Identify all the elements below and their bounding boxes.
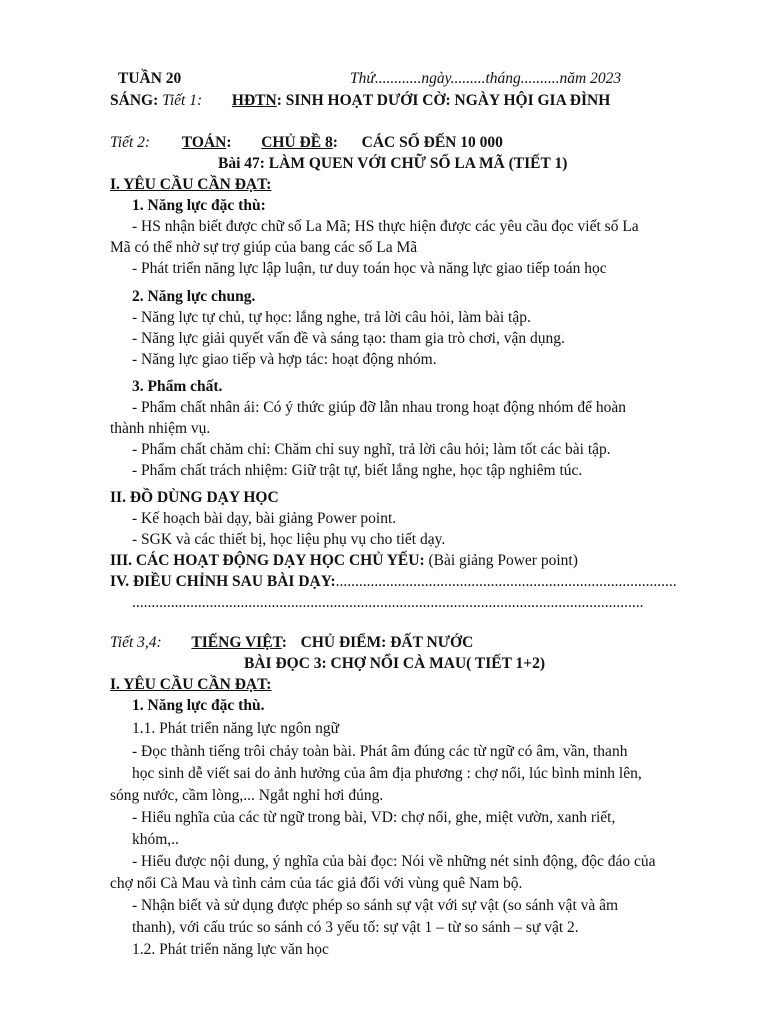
vietnamese-section-1-heading: I. YÊU CẦU CẦN ĐẠT: [110,676,272,693]
math-text-line: - Phẩm chất chăm chỉ: Chăm chỉ suy nghĩ, trả lời câu hỏi; làm tốt các bài tập. [132,441,611,458]
math-text-line: - HS nhận biết được chữ số La Mã; HS thực hiện được các yêu cầu đọc viết số La [132,218,639,235]
activity-title: : SINH HOẠT DƯỚI CỜ: NGÀY HỘI GIA ĐÌNH [276,92,611,109]
morning-label: SÁNG: [110,92,159,109]
date-line: Thứ............ngày.........tháng..........năm 2023 [350,70,622,87]
math-subsection-3-title: 3. Phẩm chất. [132,378,223,395]
vietnamese-period-label: Tiết 3,4: [110,634,162,651]
math-text-line: - SGK và các thiết bị, học liệu phụ vụ cho tiết dạy. [132,531,446,548]
dotted-fill-line: .................................................................................................................................... [132,594,644,611]
vietnamese-lesson-title: BÀI ĐỌC 3: CHỢ NỔI CÀ MAU( TIẾT 1+2) [244,655,546,672]
vietnamese-text-line: sóng nước, cầm lòng,... Ngắt nghỉ hơi đúng. [110,787,384,804]
morning-activity-line [110,91,610,111]
vietnamese-subsection-1-1: 1.1. Phát triển năng lực ngôn ngữ [132,720,340,737]
math-text-line: - Phẩm chất trách nhiệm: Giữ trật tự, biết lắng nghe, học tập nghiêm túc. [132,462,583,479]
math-text-line: - Kế hoạch bài dạy, bài giảng Power point. [132,510,397,527]
hdtn-label: HĐTN [231,92,277,109]
math-section-3-heading: III. CÁC HOẠT ĐỘNG DẠY HỌC CHỦ YẾU: [110,552,425,569]
math-text-line: - Phẩm chất nhân ái: Có ý thức giúp đỡ lẫn nhau trong hoạt động nhóm để hoàn [132,399,626,416]
math-section-1-heading: I. YÊU CẦU CẦN ĐẠT: [110,176,272,193]
math-section-4-heading: IV. ĐIỀU CHỈNH SAU BÀI DẠY: [110,573,336,590]
vietnamese-subject: TIẾNG VIỆT [191,634,282,651]
period-1-label: Tiết 1: [162,92,203,109]
math-section-3-line [110,551,578,571]
vietnamese-text-line: học sinh dễ viết sai do ảnh hưởng của âm địa phương : chợ nổi, lúc bình minh lên, [132,765,642,782]
vietnamese-subsection-1-2: 1.2. Phát triển năng lực văn học [132,941,329,958]
math-subsection-1-title: 1. Năng lực đặc thù: [132,197,266,214]
math-text-line: - Phát triển năng lực lập luận, tư duy toán học và năng lực giao tiếp toán học [132,260,607,277]
math-text-line: Mã có thể nhờ sự trợ giúp của bang các số La Mã [110,239,418,256]
math-subsection-2-title: 2. Năng lực chung. [132,288,256,305]
math-section-2-heading: II. ĐỒ DÙNG DẠY HỌC [110,489,279,506]
vietnamese-heading-line: Tiết 3,4: TIẾNG VIỆT: CHỦ ĐIỂM: ĐẤT NƯỚC [110,634,474,651]
math-section-4-line [110,572,677,592]
math-topic-title: CÁC SỐ ĐẾN 10 000 [361,134,503,151]
math-text-line: - Năng lực tự chủ, tự học: lắng nghe, trả lời câu hỏi, làm bài tập. [132,309,531,326]
math-period-label: Tiết 2: [110,134,151,151]
vietnamese-text-line: khóm,.. [132,831,179,848]
vietnamese-text-line: - Đọc thành tiếng trôi chảy toàn bài. Phát âm đúng các từ ngữ có âm, vần, thanh [132,743,628,760]
week-label: TUẦN 20 [118,70,182,87]
vietnamese-subsection-1-title: 1. Năng lực đặc thù. [132,697,265,714]
math-subject: TOÁN [181,134,227,151]
math-text-line: - Năng lực giao tiếp và hợp tác: hoạt động nhóm. [132,351,437,368]
vietnamese-text-line: thanh), với cấu trúc so sánh có 3 yếu tố: sự vật 1 – từ so sánh – sự vật 2. [132,919,579,936]
vietnamese-text-line: - Hiểu được nội dung, ý nghĩa của bài đọc: Nói về những nét sinh động, độc đáo của [132,853,656,870]
math-lesson-title: Bài 47: LÀM QUEN VỚI CHỮ SỐ LA MÃ (TIẾT 1) [218,155,568,172]
math-topic-label: CHỦ ĐỀ 8 [261,134,333,151]
math-text-line: thành nhiệm vụ. [110,420,211,437]
dotted-fill: ........................................................................................ [335,573,677,590]
vietnamese-text-line: - Hiểu nghĩa của các từ ngữ trong bài, VD: chợ nổi, ghe, miệt vườn, xanh riết, [132,809,616,826]
vietnamese-text-line: - Nhận biết và sử dụng được phép so sánh sự vật với sự vật (so sánh vật và âm [132,897,619,914]
vietnamese-theme: CHỦ ĐIỂM: ĐẤT NƯỚC [300,634,474,651]
math-heading-line: Tiết 2: TOÁN: CHỦ ĐỀ 8: CÁC SỐ ĐẾN 10 000 [110,134,503,151]
math-section-3-note: (Bài giảng Power point) [424,552,578,569]
vietnamese-text-line: chợ nổi Cà Mau và tình cảm của tác giả đối với vùng quê Nam bộ. [110,875,523,892]
math-text-line: - Năng lực giải quyết vấn đề và sáng tạo: tham gia trò chơi, vận dụng. [132,330,565,347]
